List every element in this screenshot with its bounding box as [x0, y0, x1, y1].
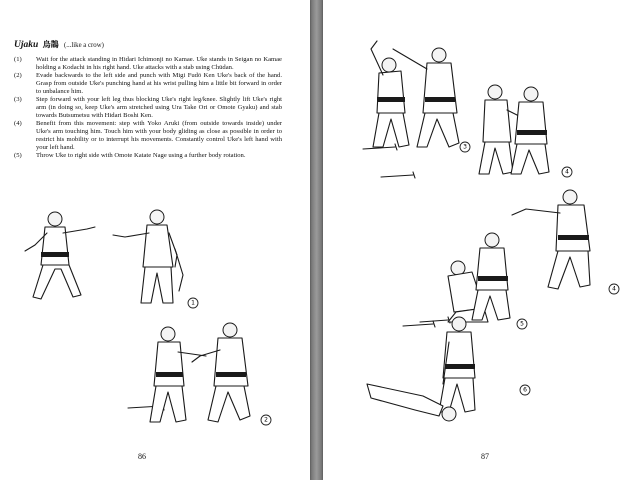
- figure-uke: [113, 210, 183, 303]
- step-item: [14, 96, 282, 120]
- step-list: [14, 56, 282, 160]
- illustration-step-4a: [463, 80, 578, 180]
- figure-label: 6: [523, 386, 527, 394]
- step-number: (5): [14, 152, 22, 159]
- step-number: (2): [14, 72, 22, 79]
- step-text: Benefit from this movement: step with Yoko Aruki (from outside towards inside) under Uke's arm touching him. Touch him with your body gliding as close as possible in order to restrict his mobility or to interrupt his movements. Constantly control Uke's left hand with your left hand.: [36, 120, 282, 151]
- figure-tori: [472, 233, 510, 320]
- figure-tori: [192, 323, 250, 422]
- figure-tori: [25, 212, 95, 299]
- book-gutter: [310, 0, 323, 480]
- technique-kanji: 烏鵲: [42, 40, 59, 49]
- step-text: Wait for the attack standing in Hidari Ichimonji no Kamae. Uke stands in Seigan no Kamae holding a Kodachi in his right hand. Uke attacks with a stab using Chūdan.: [36, 56, 282, 71]
- step-item: [14, 56, 282, 72]
- left-page: [0, 0, 310, 480]
- right-page: [323, 0, 633, 480]
- technique-name: Ujaku: [14, 40, 39, 50]
- illustration-step-1: [15, 205, 205, 310]
- figure-uke: [371, 41, 409, 147]
- step-item: [14, 72, 282, 96]
- step-number: (3): [14, 96, 22, 103]
- step-number: (1): [14, 56, 22, 63]
- figure-uke: [150, 327, 206, 422]
- figure-label: 1: [191, 299, 195, 307]
- technique-title: [14, 39, 104, 50]
- kodachi-sword-3: [359, 135, 419, 185]
- step-item: [14, 152, 282, 160]
- page-number-left: 86: [138, 452, 146, 461]
- figure-marker-2: [261, 415, 271, 425]
- step-item: [14, 120, 282, 152]
- figure-label: 2: [264, 416, 268, 424]
- illustration-step-2: [118, 316, 278, 428]
- figure-label: 5: [520, 320, 524, 328]
- technique-subtitle: (...like a crow): [64, 42, 104, 49]
- step-number: (4): [14, 120, 22, 127]
- figure-marker-6: [520, 385, 530, 395]
- step-text: Evade backwards to the left side and punch with Migi Fudō Ken Uke's back of the hand. Grasp from outside Uke's punching hand at his wrist pulling him a little bit forward in order to unbalance him.: [36, 72, 282, 95]
- figure-label: 3: [463, 143, 467, 151]
- figure-tori: [511, 87, 549, 174]
- figure-label: 4: [612, 285, 616, 293]
- figure-tori: [439, 317, 475, 412]
- figure-marker-4b: [609, 284, 619, 294]
- figure-marker-4: [562, 167, 572, 177]
- illustration-step-6: [363, 312, 543, 437]
- step-text: Step forward with your left leg thus blocking Uke's right leg/knee. Slightly lift Uke's right arm (in doing so, keep Uke's arm stretched using Ura Take Ori or Omote Gyaku) and stab towards Butsumetsu with Hidari Boshi Ken.: [36, 96, 282, 119]
- figure-label: 4: [565, 168, 569, 176]
- page-number-right: 87: [481, 452, 489, 461]
- figure-marker-1: [188, 298, 198, 308]
- step-text: Throw Uke to right side with Omote Katate Nage using a further body rotation.: [36, 152, 246, 159]
